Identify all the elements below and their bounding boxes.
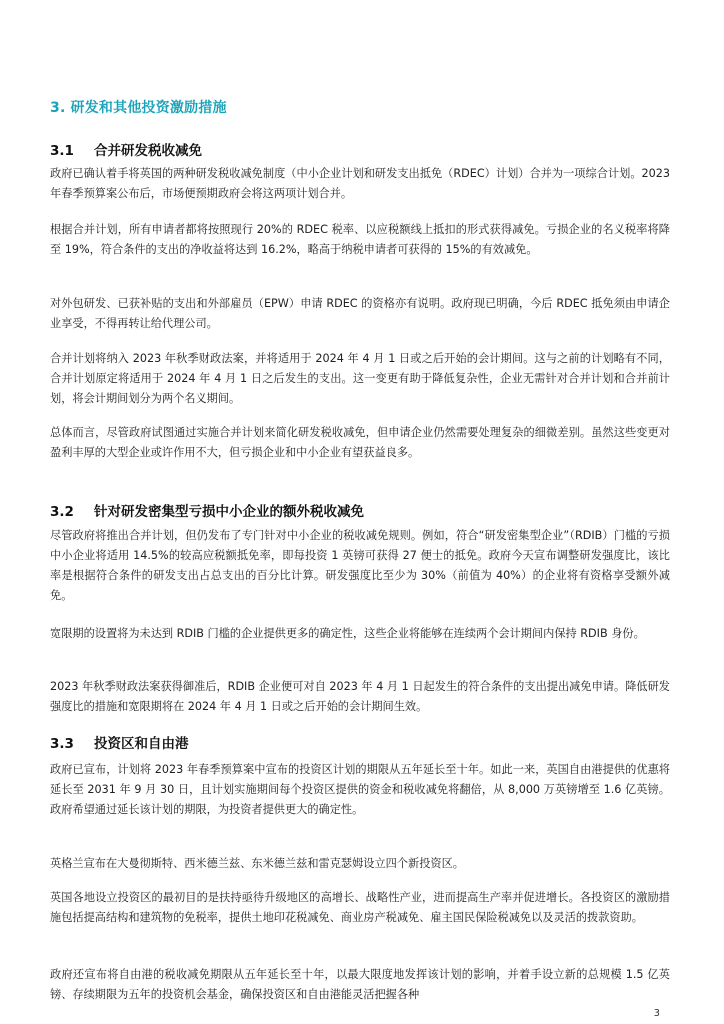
paragraph: 合并计划将纳入 2023 年秋季财政法案，并将适用于 2024 年 4 月 1 日或之后开始的会计期间。这与之前的计划略有不同，合并计划原定将适用于 2024 年 4 月 1 日之后发生的支出。这一变更有助于降低复杂性，企业无需针对合并计划和合并前计划，将会计期间划分为两个名义期间。	[50, 352, 670, 405]
page-number: 3	[653, 1008, 660, 1019]
subsection-title: 合并研发税收减免	[94, 143, 202, 159]
paragraph: 政府已宣布，计划将 2023 年春季预算案中宣布的投资区计划的期限从五年延长至十年。如此一来，英国自由港提供的优惠将延长至 2031 年 9 月 30 日，且计划实施期间每个投资区提供的资金和税收减免将翻倍，从 8,000 万英镑增至 1.6 亿英镑。政府希望通过延长该计划的期限，为投资者提供更大的确定性。	[50, 763, 670, 816]
section-heading: 3. 研发和其他投资激励措施	[50, 100, 227, 116]
subsection-number: 3.3	[50, 736, 74, 752]
subsection-number: 3.2	[50, 504, 74, 520]
paragraph: 政府已确认着手将英国的两种研发税收减免制度（中小企业计划和研发支出抵免（RDEC）计划）合并为一项综合计划。2023 年春季预算案公布后，市场便预期政府会将这两项计划合并。	[50, 167, 670, 200]
paragraph: 政府还宣布将自由港的税收减免期限从五年延长至十年，以最大限度地发挥该计划的影响，并着手设立新的总规模 1.5 亿英镑、存续期限为五年的投资机会基金，确保投资区和自由港能灵活把握各种	[50, 968, 670, 1001]
paragraph: 尽管政府将推出合并计划，但仍发布了专门针对中小企业的税收减免规则。例如，符合“研发密集型企业”（RDIB）门槛的亏损中小企业将适用 14.5%的较高应税额抵免率，即每投资 1 英镑可获得 27 便士的抵免。政府今天宣布调整研发强度比，该比率是根据符合条件的研发支出占总支出的百分比计算。研发强度比至少为 30%（前值为 40%）的企业将有资格享受额外减免。	[50, 529, 670, 602]
paragraph: 宽限期的设置将为未达到 RDIB 门槛的企业提供更多的确定性，这些企业将能够在连续两个会计期间内保持 RDIB 身份。	[50, 627, 645, 640]
subsection-number: 3.1	[50, 143, 74, 159]
paragraph: 对外包研发、已获补贴的支出和外部雇员（EPW）申请 RDEC 的资格亦有说明。政府现已明确，今后 RDEC 抵免须由申请企业享受，不得再转让给代理公司。	[50, 297, 670, 330]
subsection-heading-3-1	[50, 139, 202, 159]
paragraph: 2023 年秋季财政法案获得御准后，RDIB 企业便可对自 2023 年 4 月 1 日起发生的符合条件的支出提出减免申请。降低研发强度比的措施和宽限期将在 2024 年 4 月 1 日或之后开始的会计期间生效。	[50, 680, 670, 713]
paragraph: 根据合并计划，所有申请者都将按照现行 20%的 RDEC 税率、以应税额线上抵扣的形式获得减免。亏损企业的名义税率将降至 19%，符合条件的支出的净收益将达到 16.2%，略高于纳税申请者可获得的 15%的有效减免。	[50, 223, 670, 256]
paragraph: 总体而言，尽管政府试图通过实施合并计划来简化研发税收减免，但申请企业仍然需要处理复杂的细微差别。虽然这些变更对盈利丰厚的大型企业或许作用不大，但亏损企业和中小企业有望获益良多。	[50, 426, 670, 459]
subsection-heading-3-2	[50, 500, 364, 520]
subsection-title: 投资区和自由港	[94, 736, 189, 752]
paragraph: 英格兰宣布在大曼彻斯特、西米德兰兹、东米德兰兹和雷克瑟姆设立四个新投资区。	[50, 857, 464, 870]
subsection-heading-3-3	[50, 732, 189, 752]
paragraph: 英国各地设立投资区的最初目的是扶持亟待升级地区的高增长、战略性产业，进而提高生产率并促进增长。各投资区的激励措施包括提高结构和建筑物的免税率，提供土地印花税减免、商业房产税减免、雇主国民保险税减免以及灵活的拨款资助。	[50, 891, 670, 924]
subsection-title: 针对研发密集型亏损中小企业的额外税收减免	[94, 504, 364, 520]
